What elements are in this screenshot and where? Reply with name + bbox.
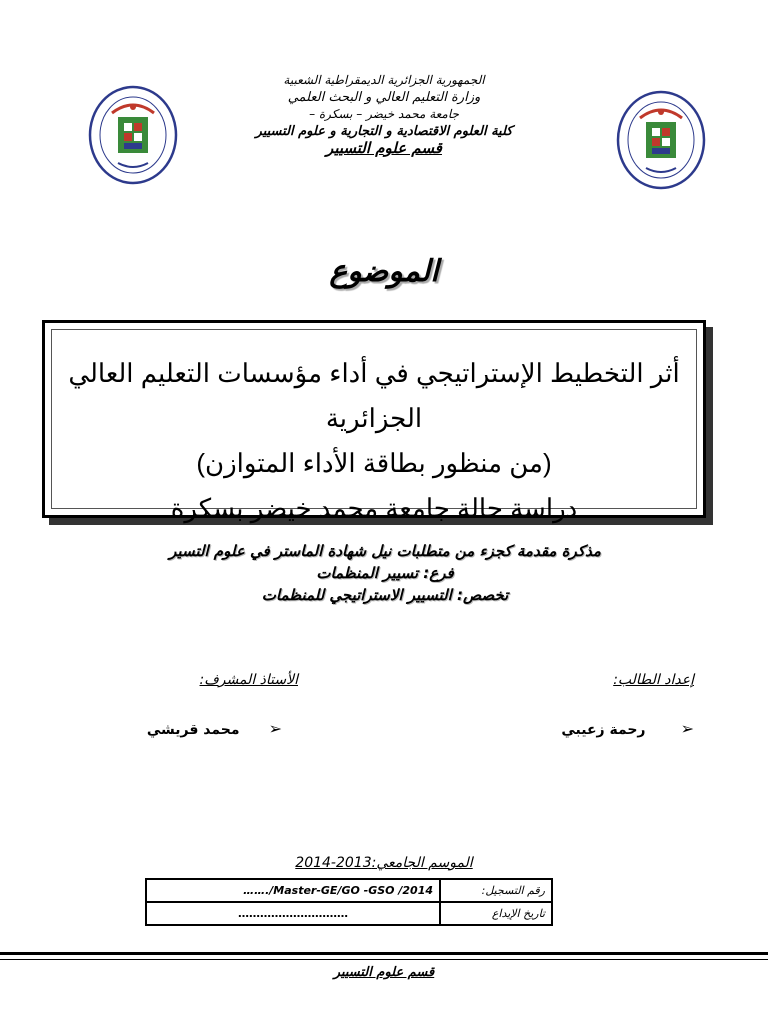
- table-row: [146, 902, 552, 925]
- subject-heading: الموضوع: [329, 254, 439, 289]
- deposit-date-value: …………………………: [146, 902, 440, 925]
- footer-department: قسم علوم التسيير: [333, 965, 435, 980]
- deposit-date-label: تاريخ الإيداع: [440, 902, 552, 925]
- republic-line: الجمهورية الجزائرية الديمقراطية الشعبية: [283, 73, 485, 87]
- ministry-line: وزارة التعليم العالي و البحث العلمي: [287, 90, 481, 105]
- branch-line: فرع: تسيير المنظمات: [316, 564, 454, 582]
- university-logo-right: [616, 90, 706, 190]
- title-box: [42, 320, 706, 523]
- specialty-line: تخصص: التسيير الاستراتيجي للمنظمات: [261, 586, 509, 604]
- registration-number-value: ……./Master-GE/GO -GSO /2014: [146, 879, 440, 902]
- university-line: جامعة محمد خيضر – بسكرة –: [309, 107, 459, 121]
- memo-line: مذكرة مقدمة كجزء من متطلبات نيل شهادة الماستر في علوم التسير: [169, 542, 601, 560]
- student-name: رحمة زعيبي: [561, 722, 646, 738]
- department-line: قسم علوم التسيير: [326, 139, 442, 157]
- registration-number-label: رقم التسجيل:: [440, 879, 552, 902]
- supervisor-entry: [147, 719, 282, 738]
- academic-season: الموسم الجامعي:2013-2014: [295, 855, 473, 871]
- arrow-icon: ➢: [268, 719, 282, 738]
- student-label: إعداد الطالب:: [613, 672, 694, 688]
- supervisor-name: محمد قريشي: [146, 722, 240, 738]
- arrow-icon: ➢: [680, 719, 694, 738]
- institution-header: [150, 72, 618, 157]
- registration-table: [145, 878, 553, 926]
- thesis-subtitle: (من منظور بطاقة الأداء المتوازن): [196, 448, 552, 478]
- faculty-line: كلية العلوم الاقتصادية و التجارية و علوم التسيير: [255, 124, 513, 139]
- student-entry: [561, 719, 694, 738]
- footer-divider-thin: [0, 959, 768, 960]
- footer-divider: [0, 952, 768, 955]
- supervisor-label: الأستاذ المشرف:: [199, 672, 298, 688]
- thesis-title: أثر التخطيط الإستراتيجي في أداء مؤسسات التعليم العالي الجزائرية: [68, 358, 680, 433]
- case-study-line: دراسة حالة جامعة محمد خيضر بسكرة: [170, 493, 578, 523]
- table-row: [146, 879, 552, 902]
- memo-description: [60, 540, 710, 606]
